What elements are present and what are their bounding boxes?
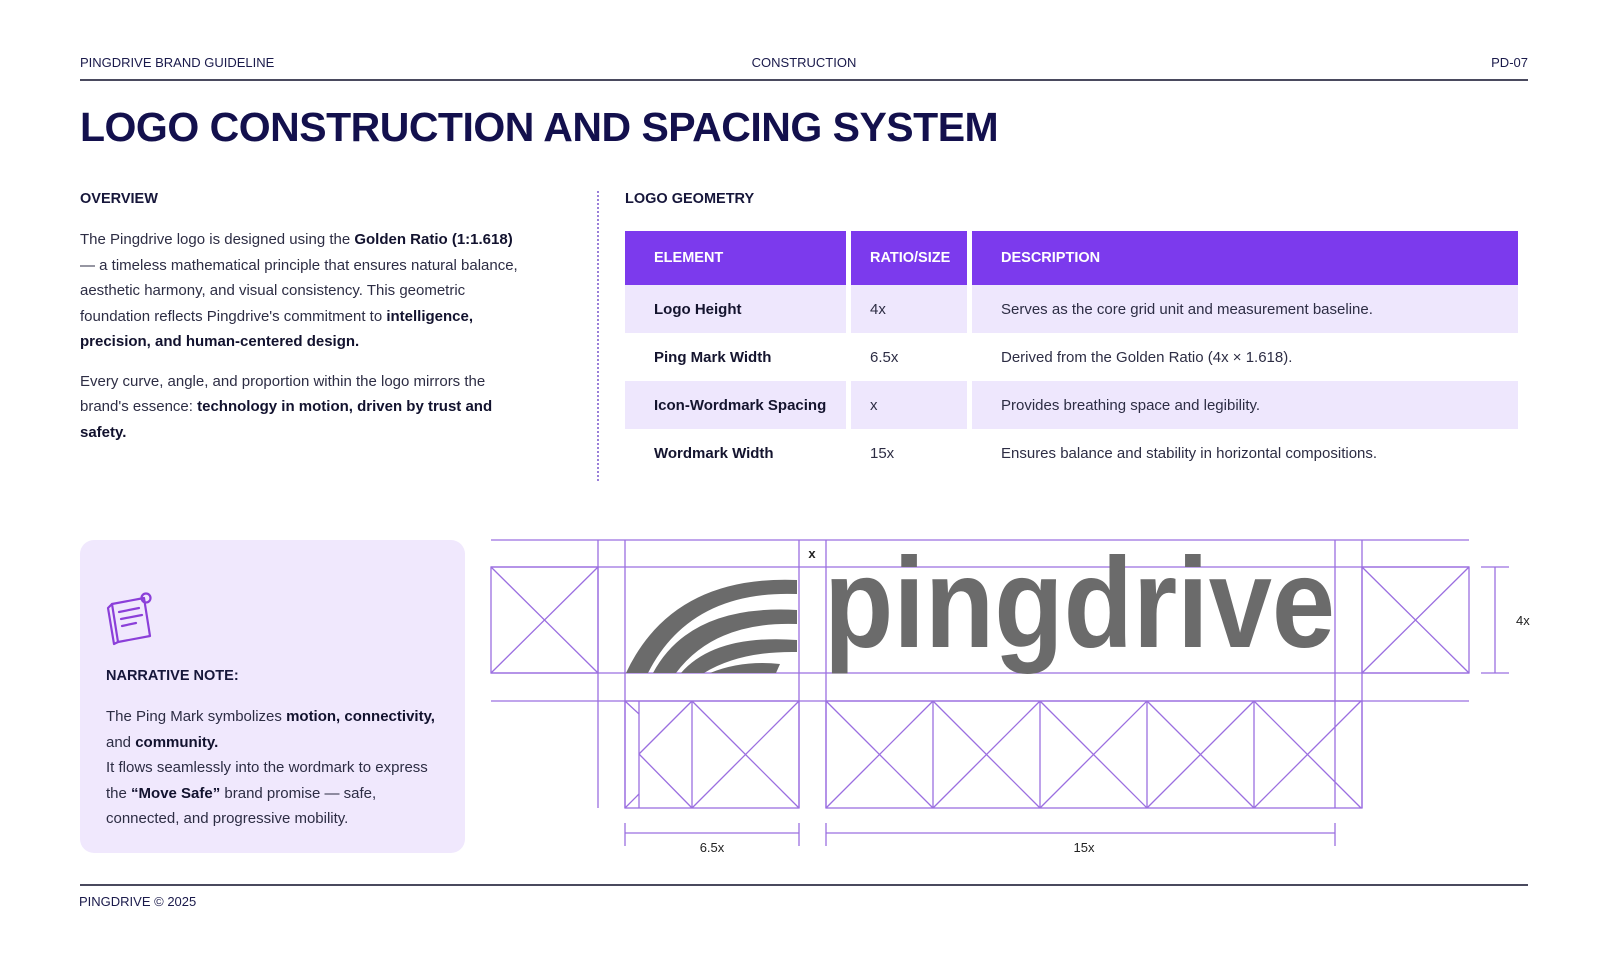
cell-ratio: x — [851, 381, 967, 429]
wordmark-width-label: 15x — [1073, 840, 1095, 855]
header-section: CONSTRUCTION — [751, 55, 857, 70]
cell-ratio: 4x — [851, 285, 967, 333]
bold-run: motion, connectivity, — [286, 708, 435, 725]
cell-ratio: 15x — [870, 444, 895, 462]
bold-run: community. — [135, 733, 219, 751]
text-run: and — [106, 733, 136, 751]
text-run: Every curve, angle, and proportion within the logo mirrors the brand's essence: — [80, 372, 486, 415]
geometry-heading: LOGO GEOMETRY — [625, 191, 755, 207]
cell-element: Icon-Wordmark Spacing — [625, 381, 846, 429]
ping-mark-icon — [626, 580, 797, 673]
column-header-element: ELEMENT — [625, 231, 846, 285]
text-run: — a timeless mathematical principle that ensures natural balance, aesthetic harmony, and visual consistency. This geometric foundation reflects Pingdrive's commitment to — [80, 256, 518, 325]
bold-run: Golden Ratio (1:1.618) — [354, 231, 513, 248]
overview-heading: OVERVIEW — [80, 191, 158, 207]
column-header-ratio: RATIO/SIZE — [851, 231, 967, 285]
header-page-code: PD-07 — [1491, 55, 1528, 70]
text-run: The Pingdrive logo is designed using the — [80, 231, 355, 248]
note-title: NARRATIVE NOTE: — [106, 668, 239, 684]
footer-divider — [80, 884, 1528, 886]
cell-description: Serves as the core grid unit and measurement baseline. — [972, 285, 1518, 333]
bold-run: intelligence, precision, and human-centered design. — [80, 307, 474, 350]
cell-description: Ensures balance and stability in horizontal compositions. — [1001, 444, 1378, 462]
height-label: 4x — [1516, 613, 1530, 628]
text-run: It flows seamlessly into the wordmark to express the — [106, 759, 428, 802]
mark-width-label: 6.5x — [699, 840, 725, 855]
page-title: LOGO CONSTRUCTION AND SPACING SYSTEM — [80, 104, 999, 150]
header-brand: PINGDRIVE BRAND GUIDELINE — [80, 55, 275, 70]
column-header-description: DESCRIPTION — [972, 231, 1518, 285]
cell-ratio: 6.5x — [870, 348, 899, 366]
cell-description: Provides breathing space and legibility. — [972, 381, 1518, 429]
text-run: brand promise — safe, connected, and progressive mobility. — [106, 784, 377, 827]
bold-run: “Move Safe” — [131, 784, 221, 802]
cell-element: Ping Mark Width — [654, 348, 772, 366]
bold-run: technology in motion, driven by trust and safety. — [80, 398, 493, 441]
footer-copyright: PINGDRIVE © 2025 — [79, 894, 197, 909]
wordmark: pingdrive — [824, 532, 1335, 675]
cell-element: Wordmark Width — [654, 444, 774, 462]
cell-description: Derived from the Golden Ratio (4x × 1.618). — [1001, 348, 1293, 366]
gap-label: x — [808, 546, 816, 561]
text-run: The Ping Mark symbolizes — [106, 708, 287, 725]
cell-element: Logo Height — [625, 285, 846, 333]
